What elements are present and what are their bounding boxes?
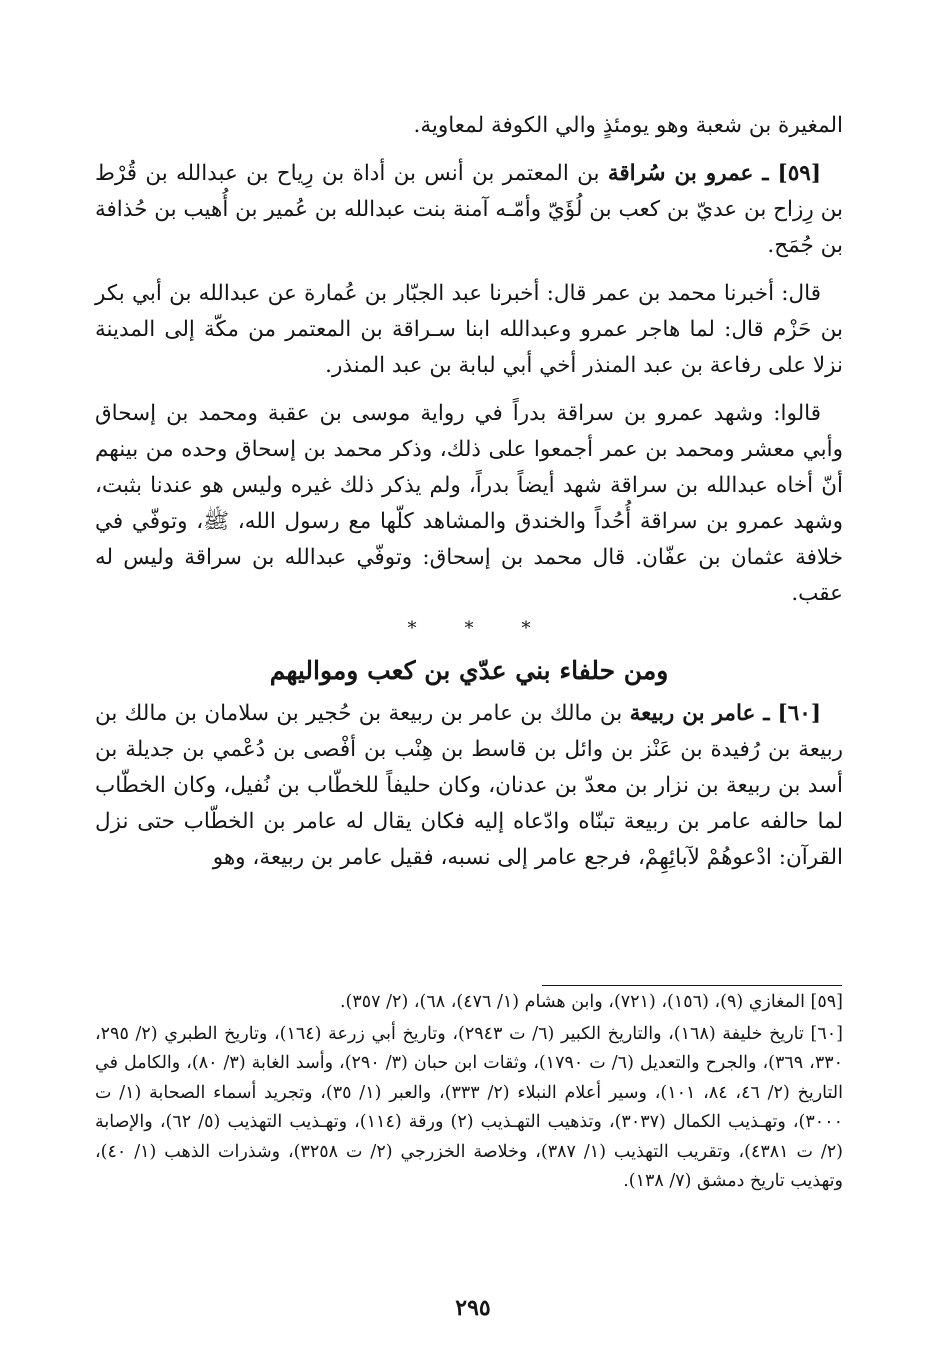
separator-star: * bbox=[521, 618, 531, 639]
footnote-59: [٥٩] المغازي (٩)، (١٥٦)، (٧٢١)، وابن هشام (١/ ٤٧٦)، ٦٨)، (٢/ ٣٥٧). bbox=[339, 992, 843, 1012]
paragraph-hijra bbox=[95, 276, 843, 384]
footnote-60: [٦٠] تاريخ خليفة (١٦٨)، والتاريخ الكبير (٦/ ت ٢٩٤٣)، وتاريخ أبي زرعة (١٦٤)، وتاريخ الطبري (٢/ ٢٩٥، ٣٣٠، ٣٦٩)، والجرح والتعديل (٦/ ت ١٧٩٠)، وثقات ابن حبان (٣/ ٢٩٠)، وأسد الغابة (٣/ ٨٠)، والكامل في التاريخ (٢/ ٤٦، ٨٤، ١٠١)، وسير أعلام النبلاء (٢/ ٣٣٣)، والعبر (١/ ٣٥)، وتجريد أسماء الصحابة (١/ ت ٣٠٠٠)، وتهـذيب الكمال (٣٠٣٧)، وتذهيب التهـذيب (٢) ورقة (١١٤)، وتهـذيب التهذيب (٥/ ٦٢)، والإصابة (٢/ ت ٤٣٨١)، وتقريب التهذيب (١/ ٣٨٧)، وخلاصة الخزرجي (٢/ ت ٣٢٥٨)، وشذرات الذهب (١/ ٤٠)، وتهذيب تاريخ دمشق (٧/ ١٣٨). bbox=[95, 1023, 844, 1191]
entry-text-59: بن المعتمر بن أنس بن أداة بن رِياح بن عبدالله بن قُرْط بن رِزاح بن عديّ بن كعب بن لُؤَيّ وأمّـه آمنة بنت عبدالله بن عُمير بن أُهيب بن حُذافة بن جُمَح. bbox=[95, 161, 843, 258]
entry-heading-60: [٦٠] ـ عامر بن ربيعة bbox=[629, 701, 821, 726]
footnotes bbox=[95, 988, 843, 1197]
section-heading: ومن حلفاء بني عدّي بن كعب ومواليهم bbox=[269, 656, 669, 685]
entry-text-60: بن مالك بن عامر بن ربيعة بن حُجير بن سلامان بن مالك بن ربيعة بن رُفيدة بن عَنْز بن وائل بن قاسط بن هِنْب بن أفْصى بن دُعْمي بن جديلة بن أسد بن ربيعة بن نزار بن معدّ بن عدنان، وكان حليفاً للخطّاب بن نُفيل، وكان الخطّاب لما حالفه عامر بن ربيعة تبنّاه وادّعاه إليه فكان يقال له عامر بن الخطّاب حتى نزل القرآن: ادْعوهُمْ لآبائِهِمْ، فرجع عامر إلى نسبه، فقيل عامر بن ربيعة، وهو bbox=[95, 701, 843, 870]
entry-heading-59: [٥٩] ـ عمرو بن سُراقة bbox=[607, 161, 821, 186]
biography-60 bbox=[95, 696, 843, 876]
biography-59 bbox=[95, 156, 843, 264]
main-text bbox=[95, 108, 843, 876]
paragraph-hijra-text: قال: أخبرنا محمد بن عمر قال: أخبرنا عبد الجبّار بن عُمارة عن عبدالله بن أبي بكر بن حَزْم قال: لما هاجر عمرو وعبدالله ابنا سـراقة بن المعتمر من مكّة إلى المدينة نزلا على رفاعة بن عبد المنذر أخي أبي لبابة بن عبد المنذر. bbox=[95, 281, 843, 378]
separator-star: * bbox=[407, 618, 417, 639]
separator-star: * bbox=[464, 618, 474, 639]
footnote-rule bbox=[542, 985, 842, 986]
paragraph-badr-text: قالوا: وشهد عمرو بن سراقة بدراً في رواية موسى بن عقبة ومحمد بن إسحاق وأبي معشر ومحمد بن عمر أجمعوا على ذلك، وذكر محمد بن إسحاق وحده من بينهم أنّ أخاه عبدالله بن سراقة شهد أيضاً بدراً، ولم يذكر ذلك غيره وليس هو عندنا بثبت، وشهد عمرو بن سراقة أُحُداً والخندق والمشاهد كلّها مع رسول الله، ﷺ، وتوفّي في خلافة عثمان بن عفّان. قال محمد بن إسحاق: وتوفّي عبدالله بن سراقة وليس له عقب. bbox=[95, 401, 843, 606]
page-number: ٢٩٥ bbox=[455, 1295, 491, 1321]
section-separator bbox=[95, 616, 843, 642]
paragraph-continuation: المغيرة بن شعبة وهو يومئذٍ والي الكوفة لمعاوية. bbox=[413, 113, 843, 138]
paragraph-badr bbox=[95, 396, 843, 612]
